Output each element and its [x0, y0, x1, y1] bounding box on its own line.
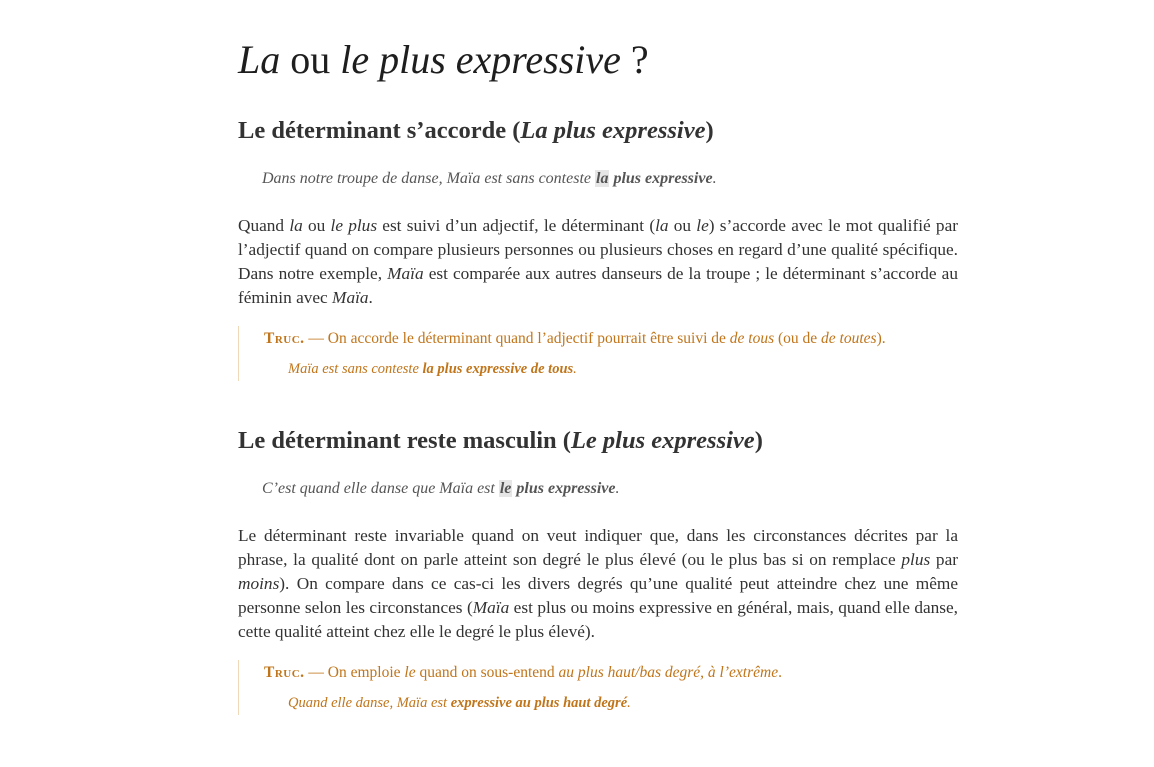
- tip-example-pre: Maïa est sans conteste: [288, 361, 423, 377]
- tip-label: Truc.: [264, 664, 305, 681]
- para-text: est comparée aux autres danseurs de la troupe ; le déterminant s’accorde au féminin avec: [238, 264, 958, 307]
- tip-box: [238, 660, 959, 715]
- tip-label: Truc.: [264, 330, 305, 347]
- example-sentence: [262, 168, 717, 190]
- tip-part: quand on sous-entend: [415, 664, 559, 681]
- tip-text: [264, 328, 886, 350]
- section-heading-masculin: [238, 425, 763, 457]
- heading-close: ): [754, 427, 763, 454]
- tip-part: — On emploie: [304, 664, 405, 681]
- tip-italic: de toutes: [821, 330, 877, 347]
- tip-part: ).: [876, 330, 886, 347]
- highlighted-determiner: le: [499, 480, 512, 497]
- para-italic: Maïa: [332, 288, 369, 307]
- para-text: ou: [302, 216, 331, 235]
- tip-example: [288, 692, 631, 714]
- tip-italic: au plus haut/bas degré, à l’extrême: [558, 664, 779, 681]
- tip-example-pre: Quand elle danse, Maïa est: [288, 695, 451, 711]
- page-title: [238, 34, 649, 86]
- para-italic: moins: [238, 574, 280, 593]
- highlighted-determiner: la: [596, 170, 609, 187]
- para-text: Quand: [238, 216, 290, 235]
- para-italic: plus: [901, 550, 931, 569]
- heading-italic: Le plus expressive: [570, 427, 755, 454]
- title-part-la: La: [238, 37, 281, 82]
- para-text: par: [930, 550, 958, 569]
- example-end: .: [712, 170, 717, 187]
- tip-part: (ou de: [774, 330, 822, 347]
- para-text: ) s’accorde avec le mot qualifié par l’adjectif quand on compare plusieurs personnes ou plusieurs choses en regard d’une qualité spécifique. Dans notre exemple,: [238, 216, 958, 283]
- heading-text: Le déterminant reste masculin (: [238, 427, 571, 454]
- heading-italic: La plus expressive: [520, 117, 706, 144]
- tip-text: [264, 662, 782, 684]
- example-pre: Dans notre troupe de danse, Maïa est sans conteste: [262, 170, 595, 187]
- title-part-ou: ou: [280, 37, 341, 82]
- tip-part: — On accorde le déterminant quand l’adjectif pourrait être suivi de: [304, 330, 730, 347]
- tip-example-bold: expressive au plus haut degré: [450, 695, 628, 711]
- heading-close: ): [705, 117, 714, 144]
- para-text: est plus ou moins expressive en général, mais, quand elle danse, cette qualité atteint chez elle le degré le plus élevé).: [238, 598, 958, 641]
- para-text: ). On compare dans ce cas-ci les divers degrés qu’une qualité peut atteindre chez une même personne selon les circonstances (: [238, 574, 958, 617]
- para-text: Le déterminant reste invariable quand on veut indiquer que, dans les circonstances décrites par la phrase, la qualité dont on parle atteint son degré le plus élevé (ou le plus bas si on remplace: [238, 526, 958, 569]
- tip-italic: le: [404, 664, 416, 681]
- tip-example-end: .: [627, 695, 631, 711]
- para-italic: le: [696, 216, 709, 235]
- tip-part: .: [778, 664, 782, 681]
- example-end: .: [615, 480, 620, 497]
- example-bold: plus expressive: [609, 170, 713, 187]
- example-bold: plus expressive: [512, 480, 616, 497]
- para-text: .: [368, 288, 373, 307]
- section-heading-accord: [238, 115, 714, 147]
- example-sentence: [262, 478, 620, 500]
- tip-example: [288, 358, 577, 380]
- tip-example-end: .: [573, 361, 577, 377]
- para-italic: Maïa: [472, 598, 510, 617]
- title-part-question: ?: [620, 37, 649, 82]
- para-italic: Maïa: [387, 264, 424, 283]
- para-text: est suivi d’un adjectif, le déterminant (: [377, 216, 656, 235]
- title-part-le-plus: le plus expressive: [340, 37, 621, 82]
- para-italic: la: [655, 216, 669, 235]
- heading-text: Le déterminant s’accorde (: [238, 117, 521, 144]
- para-italic: le plus: [330, 216, 378, 235]
- para-text: ou: [668, 216, 697, 235]
- tip-example-bold: la plus expressive de tous: [422, 361, 574, 377]
- tip-box: [238, 326, 959, 381]
- example-pre: C’est quand elle danse que Maïa est: [262, 480, 499, 497]
- explanation-paragraph: [238, 214, 958, 310]
- tip-italic: de tous: [729, 330, 775, 347]
- explanation-paragraph: [238, 524, 958, 644]
- para-italic: la: [289, 216, 303, 235]
